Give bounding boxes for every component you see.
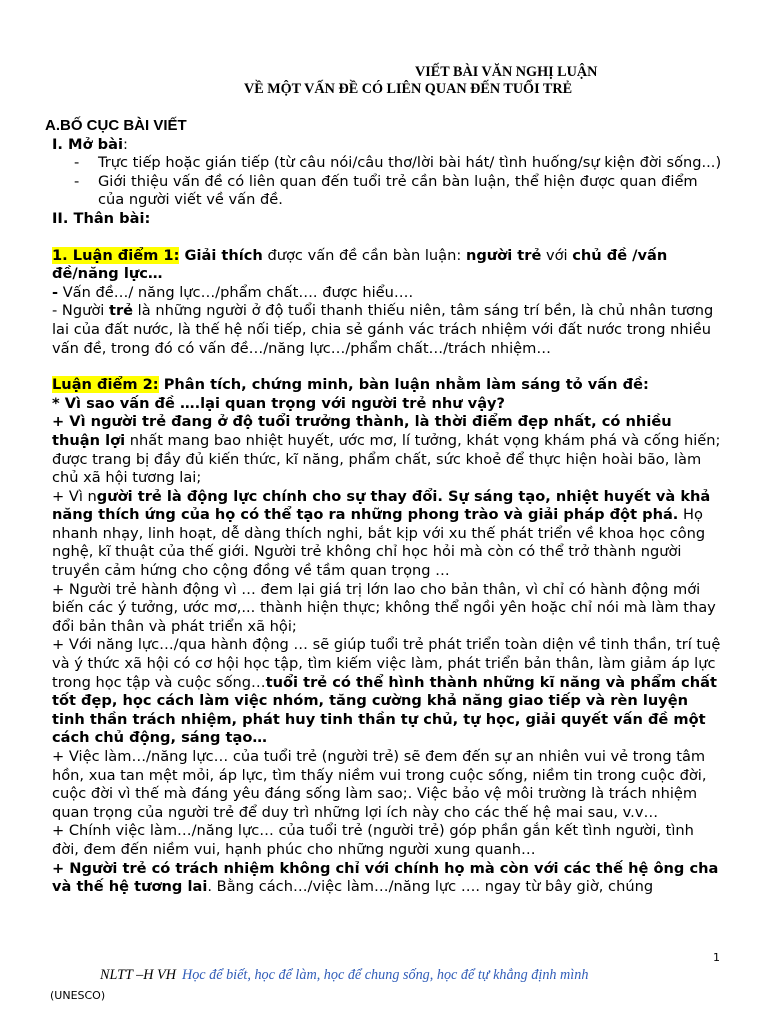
ld1-line2: Vấn đề…/ năng lực…/phẩm chất…. được hiểu….: [58, 283, 414, 301]
than-bai-heading: II. Thân bài:: [52, 209, 151, 227]
luan-diem-2-heading: [52, 376, 724, 395]
ld1-l3c: là những người ở độ tuổi thanh thiếu niên, tâm sáng trí bền, là chủ nhân tương lai của đất nước, là thế hệ nối tiếp, chia sẻ gánh vác trách nhiệm với đất nước trong nhiều vấn đề, trong đó có vấn đề…/năng lực…/phẩm chất…/trách nhiệm…: [52, 302, 714, 357]
bullet-text: Giới thiệu vấn đề có liên quan đến tuổi trẻ cần bàn luận, thể hiện được quan điểm của người viết về vấn đề.: [98, 172, 698, 209]
bullet-dash: -: [74, 172, 80, 190]
title-line-1: VIẾT BÀI VĂN NGHỊ LUẬN: [415, 64, 598, 80]
ld2-p4a: + Với năng lực…/qua hành động … sẽ giúp tuổi trẻ phát triển toàn diện về tinh thần, trí tuệ và ý thức xã hội có cơ hội học tập, tìm kiếm việc làm, phát triển bản thân, làm giảm áp lực trong học tập và cuộc sống…: [52, 636, 721, 691]
ld2-paragraph-2: [52, 488, 724, 581]
ld1-dash: -: [52, 283, 59, 301]
ld2-p2b: gười trẻ là động lực chính cho sự thay đổi. Sự sáng tạo, nhiệt huyết và khả năng thích ứng của họ có thể tạo ra những phong trào và giải pháp đột phá.: [52, 487, 711, 524]
ld2-paragraph-5: + Việc làm…/năng lực… của tuổi trẻ (người trẻ) sẽ đem đến sự an nhiên vui vẻ trong tâm hồn, xua tan mệt mỏi, áp lực, tìm thấy niềm vui trong cuộc sống, niềm tin trong cuộc đời, cuộc đời vì thế mà đáng yêu đáng sống làm sao;. Việc bảo vệ môi trường là trách nhiệm quan trọng của người trẻ để duy trì những lợi ích này cho các thế hệ mai sau, v.v…: [52, 748, 707, 821]
bullet-dash: -: [74, 154, 80, 172]
luan-diem-1-heading: [52, 247, 724, 284]
ld1-t5: chủ đề /vấn đề/năng lực…: [52, 246, 668, 283]
ld2-t1: Phân tích, chứng minh, bàn luận nhằm làm sáng tỏ vấn đề:: [158, 376, 649, 394]
ld2-paragraph-6: + Chính việc làm…/năng lực… của tuổi trẻ (người trẻ) góp phần gắn kết tình người, tình đời, đem đến niềm vui, hạnh phúc cho những người xung quanh…: [52, 822, 694, 858]
ld2-p1b: nhất mang bao nhiệt huyết, ước mơ, lí tưởng, khát vọng khám phá và cống hiến; được trang bị đầy đủ kiến thức, kĩ năng, phẩm chất, sức khoẻ để thực hiện hoài bão, làm chủ xã hội tương lai;: [52, 431, 721, 487]
luan-diem-1-label: 1. Luận điểm 1: [52, 246, 174, 264]
ld2-p1a: + Vì người trẻ đang ở độ tuổi trưởng thành, là thời điểm đẹp nhất, có nhiều thuận lợi: [52, 413, 672, 449]
title-line-2: VỀ MỘT VẤN ĐỀ CÓ LIÊN QUAN ĐẾN TUỔI TRẺ: [244, 81, 573, 97]
ld2-p4b: tuổi trẻ có thể hình thành những kĩ năng và phẩm chất tốt đẹp, học cách làm việc nhóm, tăng cường khả năng giao tiếp và rèn luyện tinh thần trách nhiệm, phát huy tinh thần tự chủ, tự học, giải quyết vấn đề một cách chủ động, sáng tạo…: [52, 673, 717, 747]
luan-diem-1-line-2: [52, 284, 724, 303]
ld1-t4: với: [541, 246, 573, 264]
ld1-l3a: - Người: [52, 302, 109, 320]
ld2-paragraph-3: + Người trẻ hành động vì … đem lại giá trị lớn lao cho bản thân, vì chỉ có hành động mới biến các ý tưởng, ước mơ,... thành hiện thực; không thể ngồi yên hoặc chỉ nói mà làm thay đổi bản thân và phát triển xã hội;: [52, 580, 716, 635]
luan-diem-1-colon: :: [173, 246, 180, 264]
luan-diem-1-line-3: [52, 302, 724, 358]
ld2-paragraph-4: [52, 636, 724, 748]
ld2-p2a: + Vì n: [52, 487, 97, 505]
ld2-question: [52, 395, 724, 414]
ld2-p7b: . Bằng cách…/việc làm…/năng lực …. ngay từ bây giờ, chúng: [207, 878, 654, 896]
footer-author: NLTT –H VH: [100, 967, 176, 983]
luan-diem-2-label: Luận điểm 2:: [52, 376, 159, 394]
footer-source: (UNESCO): [50, 989, 106, 1002]
mo-bai-heading: [52, 136, 724, 155]
ld2-q: * Vì sao vấn đề ….lại quan trọng với người trẻ như vậy?: [52, 394, 506, 412]
document-body: [45, 117, 724, 897]
mo-bai-bullet-1: [74, 154, 724, 173]
ld1-t1: Giải thích: [179, 246, 263, 264]
ld2-p7a: + Người trẻ có trách nhiệm không chỉ với chính họ mà còn với các thế hệ ông cha và thế hệ tương lai: [52, 859, 719, 896]
section-a-heading: A.BỐ CỤC BÀI VIẾT: [45, 117, 187, 134]
ld2-p2c: Họ nhanh nhạy, linh hoạt, dễ dàng thích nghi, bắt kịp với xu thế phát triển về khoa học công nghệ, kĩ thuật của thế giới. Người trẻ không chỉ học hỏi mà còn có thể trở thành người truyền cảm hứng cho cộng đồng về tầm quan trọng …: [52, 506, 706, 580]
mo-bai-label: I. Mở bài: [52, 135, 123, 153]
footer-motto: Học để biết, học để làm, học để chung sống, học để tự khẳng định mình: [181, 967, 589, 983]
ld2-paragraph-1: [52, 413, 724, 487]
bullet-text: Trực tiếp hoặc gián tiếp (từ câu nói/câu thơ/lời bài hát/ tình huống/sự kiện đời sống...): [98, 154, 722, 172]
mo-bai-bullet-2: [74, 173, 724, 210]
ld1-t2: được vấn đề cần bàn luận:: [262, 246, 466, 264]
ld1-l3b: trẻ: [108, 302, 134, 320]
ld2-paragraph-7: [52, 860, 724, 897]
mo-bai-colon: :: [122, 135, 128, 153]
footer: [100, 967, 588, 984]
page-number: 1: [713, 951, 720, 964]
ld1-t3: người trẻ: [465, 246, 542, 264]
